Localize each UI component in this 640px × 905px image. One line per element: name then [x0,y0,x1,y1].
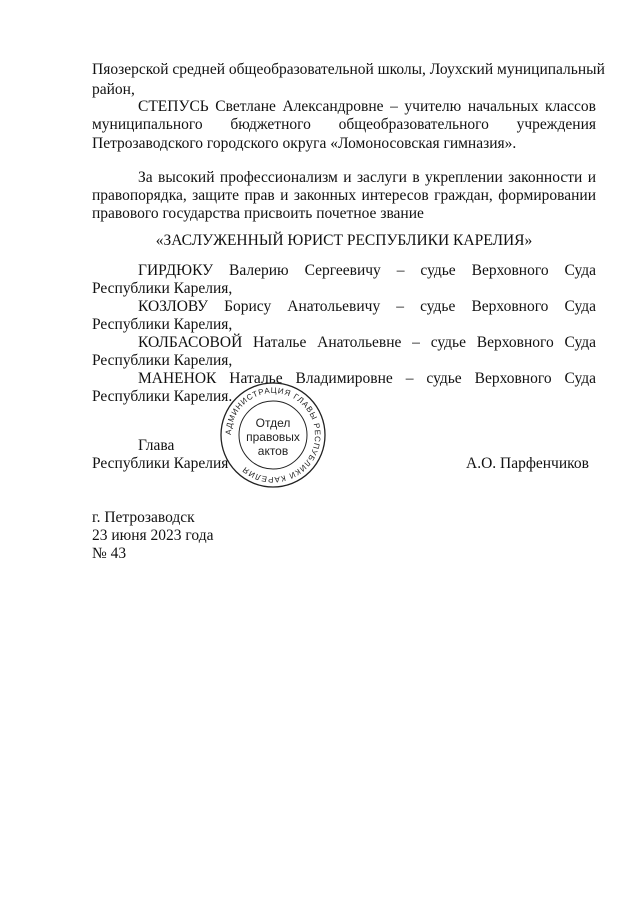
footer-city: г. Петрозаводск [92,509,195,526]
official-stamp [218,380,328,490]
stamp-center-text: правовых [246,430,300,444]
text-line: Республики Карелия. [92,388,233,405]
text-line: СТЕПУСЬ Светлане Александровне – учителю начальных классов [138,98,596,115]
stamp-center-text: Отдел [255,416,291,430]
text-line: МАНЕНОК Наталье Владимировне – судье Верховного Суда [138,370,596,387]
signature-name: А.О. Парфенчиков [466,455,589,472]
signature-role: Глава [138,437,175,454]
text-line: За высокий профессионализм и заслуги в укреплении законности и [138,169,596,186]
signature-role: Республики Карелия [92,455,229,472]
text-line: район, [92,81,135,98]
text-line: Республики Карелия, [92,316,233,333]
text-line: КОЛБАСОВОЙ Наталье Анатольевне – судье Верховного Суда [138,334,596,351]
stamp-ring-text: АДМИНИСТРАЦИЯ ГЛАВЫ РЕСПУБЛИКИ КАРЕЛИЯ [223,385,323,485]
footer-date: 23 июня 2023 года [92,527,214,544]
text-line: ГИРДЮКУ Валерию Сергеевичу – судье Верховного Суда [138,262,596,279]
footer-number: № 43 [92,545,127,562]
text-line: муниципального бюджетного общеобразовательного учреждения [92,116,596,133]
text-line: КОЗЛОВУ Борису Анатольевичу – судье Верховного Суда [138,298,596,315]
text-line: Петрозаводского городского округа «Ломоносовская гимназия». [92,135,517,152]
text-line: правопорядка, защите прав и законных интересов граждан, формировании [92,187,596,204]
text-line: Республики Карелия, [92,280,233,297]
award-title: «ЗАСЛУЖЕННЫЙ ЮРИСТ РЕСПУБЛИКИ КАРЕЛИЯ» [155,232,533,249]
stamp-center-text: актов [257,444,289,458]
text-line: Республики Карелия, [92,352,233,369]
text-line: Пяозерской средней общеобразовательной школы, Лоухский муниципальный [92,61,605,78]
text-line: правового государства присвоить почетное звание [92,205,424,222]
